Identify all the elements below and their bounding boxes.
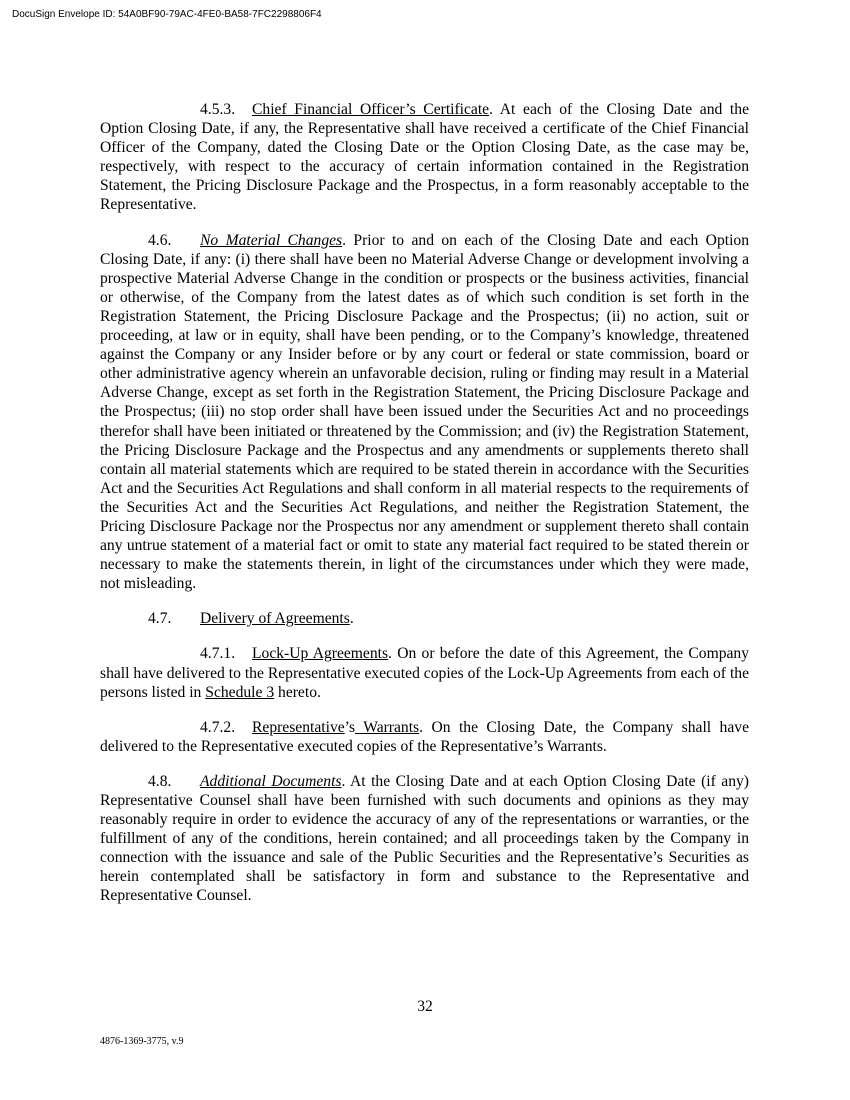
section-text: . At each of the Closing Date and the Option Closing Date, if any, the Representative shall have received a certificate of the Chief Financial Officer of the Company, dated the Closing Date or the Option Closing Date, as the case may be, respectively, with respect to the accuracy of certain information contained in the Registration Statement, the Pricing Disclosure Package and the Prospectus, in a form reasonably acceptable to the Representative. [100,101,749,214]
section-number: 4.6. [148,231,172,249]
section-4-8 [100,772,749,906]
section-text: . Prior to and on each of the Closing Date and each Option Closing Date, if any: (i) there shall have been no Material Adverse Change or development involving a prospective Material Adverse Change in the condition or prospects or the business activities, financial or otherwise, of the Company from the latest dates as of which such condition is set forth in the Registration Statement, the Pricing Disclosure Package and the Prospectus; (ii) no action, suit or proceeding, at law or in equity, shall have been pending, or to the Company’s knowledge, threatened against the Company or any Insider before or by any court or federal or state commission, board or other administrative agency wherein an unfavorable decision, ruling or finding may result in a Material Adverse Change, except as set forth in the Registration Statement, the Pricing Disclosure Package and the Prospectus; (iii) no stop order shall have been issued under the Securities Act and no proceedings therefor shall have been initiated or threatened by the Commission; and (iv) the Registration Statement, the Pricing Disclosure Package and the Prospectus and any amendments or supplements thereto shall contain all material statements which are required to be stated therein in accordance with the Securities Act and the Securities Act Regulations and shall conform in all material respects to the requirements of the Securities Act and the Securities Act Regulations, and neither the Registration Statement, the Pricing Disclosure Package nor the Prospectus nor any amendment or supplement thereto shall contain any untrue statement of a material fact or omit to state any material fact required to be stated therein or necessary to make the statements therein, in light of the circumstances under which they were made, not misleading. [100,231,749,593]
schedule-3-reference: Schedule 3 [205,683,275,701]
section-number: 4.7.1. [200,645,236,663]
section-text-end: hereto. [274,683,321,701]
section-heading-possessive: ’s [344,718,356,736]
section-heading-part: Representative [252,718,345,736]
section-text: . On or before the date of this Agreement, the Company shall have delivered to the Representative executed copies of the Lock-Up Agreements from each of the persons listed in [100,645,750,701]
section-4-7-1 [100,644,749,701]
section-4-6 [100,231,749,594]
section-text: . At the Closing Date and at each Option Closing Date (if any) Representative Counsel shall have been furnished with such documents and opinions as they may reasonably require in order to evidence the accuracy of any of the representations or warranties, or the fulfillment of any of the conditions, herein contained; and all proceedings taken by the Company in connection with the issuance and sale of the Public Securities and the Representative’s Securities as herein contemplated shall be satisfactory in form and substance to the Representative and Representative Counsel. [100,772,749,905]
section-4-7-2 [100,718,749,756]
section-text: . [349,610,354,628]
section-number: 4.7.2. [200,718,236,736]
section-heading: No Material Changes [200,231,343,249]
section-number: 4.8. [148,772,172,790]
section-number: 4.5.3. [200,101,236,118]
section-text: . On the Closing Date, the Company shall have delivered to the Representative executed copies of the Representative’s Warrants. [100,718,749,755]
docusign-envelope-id: DocuSign Envelope ID: 54A0BF90-79AC-4FE0-BA58-7FC2298806F4 [12,9,322,20]
section-heading-part: Warrants [355,718,420,736]
page-number: 32 [417,998,433,1015]
document-body [100,100,749,922]
section-heading: Lock-Up Agreements [252,645,389,663]
section-4-5-3 [100,100,749,215]
section-number: 4.7. [148,610,172,628]
section-heading: Delivery of Agreements [200,610,350,628]
section-heading: Chief Financial Officer’s Certificate [252,101,490,118]
document-id-footer: 4876-1369-3775, v.9 [100,1036,184,1047]
section-4-7 [100,609,749,628]
section-heading: Additional Documents [200,772,342,790]
